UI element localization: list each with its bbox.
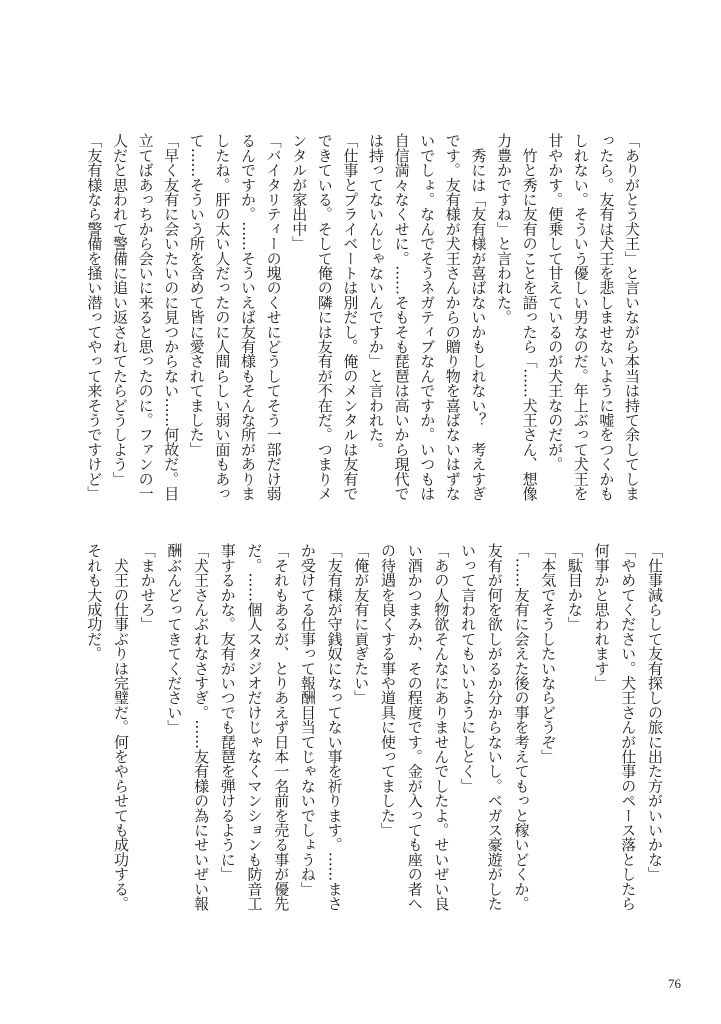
text-column: 「やめてください。犬王さんが仕事のペース落としたら: [619, 543, 638, 911]
text-column: 犬王の仕事ぶりは完璧だ。何をやらせても成功する。: [112, 543, 130, 911]
text-column: 「本気でそうしたいならどうぞ」: [539, 543, 558, 764]
text-column: の待遇を良くする事や道具に使ってました」: [379, 543, 397, 838]
text-column: 「バイタリティーの塊のくせにどうしてそう一部だけ弱: [264, 133, 283, 501]
text-column: いでしょ。なんでそうネガティブなんですか。いつもは: [418, 133, 437, 501]
text-column: ンタルが家出中」: [290, 133, 309, 251]
text-column: できている。そして俺の隣には友有が不在だ。つまりメ: [315, 133, 334, 501]
text-column: 「ありがとう犬王」と言いながら本当は持て余してしま: [623, 133, 641, 501]
text-column: 「駄目かな」: [565, 543, 584, 632]
text-column: は持ってないんじゃないんですか」と言われた。: [367, 133, 385, 457]
text-column: 自信満々なくせに。……そもそも琵琶は高いから現代で: [392, 133, 411, 501]
text-column: したね。肝の太い人だったのに人間らしい弱い面もあっ: [213, 133, 232, 501]
text-column: 「……友有に会えた後の事を考えてもっと稼いどくか。: [512, 543, 531, 911]
text-column: です。友有様が犬王さんからの贈り物を喜ばないはずな: [443, 133, 462, 501]
text-column: 何事かと思われます」: [592, 543, 611, 691]
text-column: 秀には「友有様が喜ばないかもしれない？ 考えすぎ: [469, 133, 488, 501]
text-column: 力豊かですね」と言われた。: [495, 133, 513, 325]
text-column: 「俺が友有に貢ぎたい」: [352, 543, 371, 705]
text-column: それも大成功だ。: [85, 543, 104, 661]
text-column: 「仕事減らして友有探しの旅に出た方がいいかな」: [646, 543, 664, 882]
text-column: 甘やかす。便乗して甘えているのが犬王なのだが。: [546, 133, 565, 472]
text-column: だ。……個人スタジオだけじゃなくマンションも防音工: [245, 543, 264, 911]
text-column: 「早く友有に会いたいのに見つからない……何故だ。目: [162, 133, 181, 501]
text-column: 「友有様が守銭奴になってない事を祈ります。……まさ: [325, 543, 344, 911]
text-column: 「仕事とプライベートは別だし。俺のメンタルは友有で: [341, 133, 360, 501]
text-column: 友有が何を欲しがるか分からないし。ベガス豪遊がした: [485, 543, 504, 911]
text-column: 事するかな。友有がいつでも琵琶を弾けるように」: [218, 543, 237, 882]
text-column: 人だと思われて警備に追い返されてたらどうしよう」: [111, 133, 129, 486]
text-column: 立てばあっちから会いに来ると思ったのに。ファンの一: [136, 133, 155, 501]
text-column: しれない。そういう優しい男なのだ。年上ぶって犬王を: [571, 133, 590, 501]
text-column: 酬ぶんどってきてください」: [165, 543, 184, 735]
text-column: 「あの人物欲そんなにありませんでしたよ。せいぜい良: [432, 543, 451, 911]
text-column: いって言われてもいいようにしとく」: [459, 543, 478, 793]
text-column: るんですか。……そういえば友有様もそんな所がありま: [239, 133, 257, 501]
text-column: ったら。友有は犬王を悲しませないように嘘をつくかも: [597, 133, 616, 501]
text-column: て……そういう所を含めて皆に愛されてました」: [187, 133, 206, 457]
text-column: 「まかせろ」: [138, 543, 157, 632]
text-column: 「友有様なら警備を掻い潜ってやって来そうですけど」: [85, 133, 104, 501]
text-column: 竹と秀に友有のことを語ったら「……犬王さん、想像: [520, 133, 539, 501]
page-number: 76: [668, 976, 681, 991]
text-column: 「犬王さんぶれなさすぎ。……友有様の為にせいぜい報: [192, 543, 211, 911]
text-column: い酒かつまみか、その程度です。金が入っても座の者へ: [405, 543, 424, 911]
text-column: 「それもあるが、とりあえず日本一名前を売る事が優先: [272, 543, 291, 911]
text-column: か受けてる仕事って報酬目当てじゃないでしょうね」: [298, 543, 317, 896]
